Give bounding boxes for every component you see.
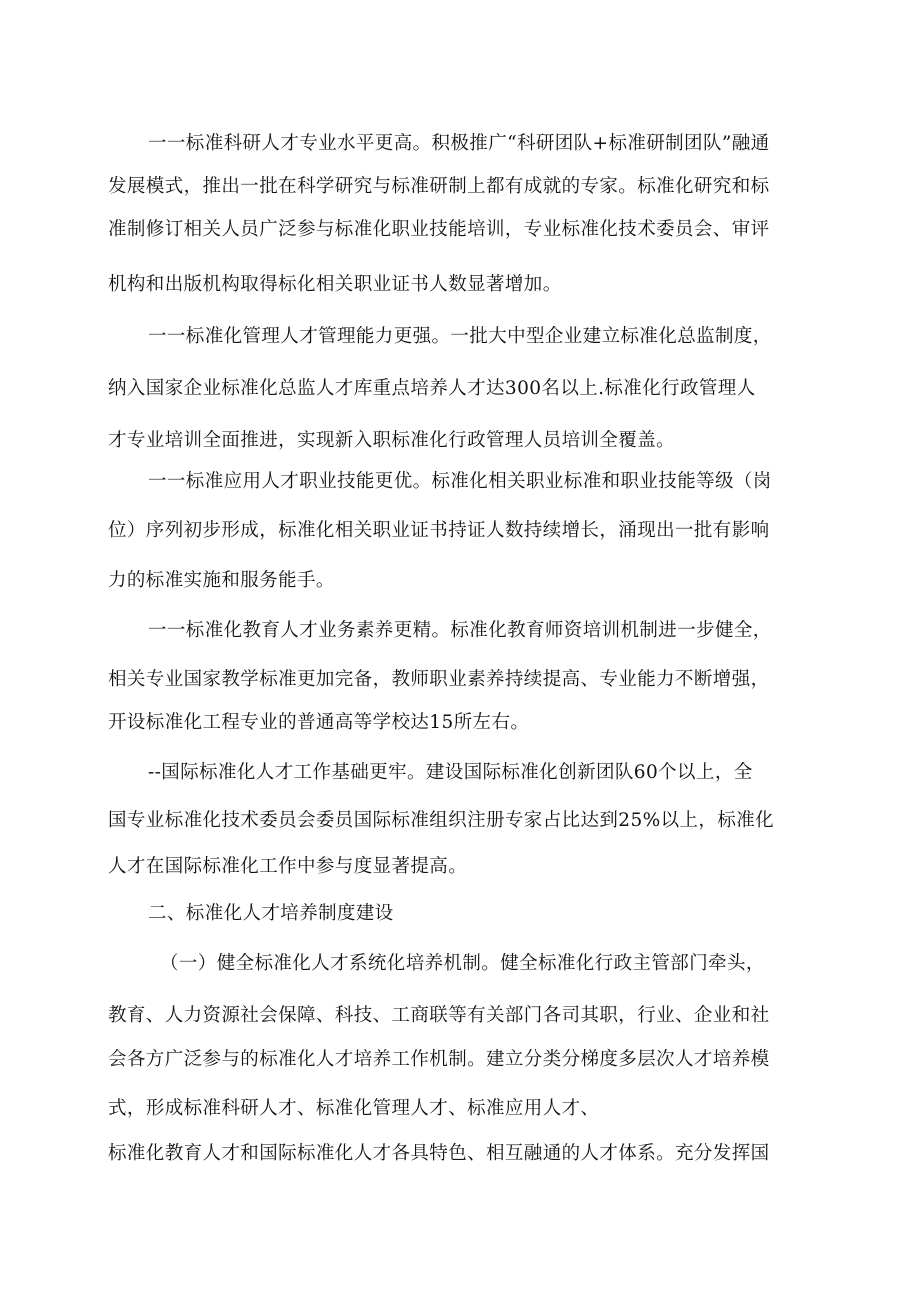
section-heading: 二、标准化人才培养制度建设 <box>148 903 394 924</box>
paragraph-4-line-1: 一一标准化教育人才业务素养更精。标准化教育师资培训机制进一步健全， <box>148 620 772 641</box>
paragraph-6-line-3: 会各方广泛参与的标准化人才培养工作机制。建立分类分梯度多层次人才培养模 <box>108 1049 770 1070</box>
paragraph-5-line-2: 国专业标准化技术委员会委员国际标准组织注册专家占比达到25%以上，标准化 <box>108 810 775 831</box>
paragraph-6-line-4: 式，形成标准科研人才、标准化管理人才、标准应用人才、 <box>108 1098 600 1119</box>
paragraph-6-line-1: （一）健全标准化人才系统化培养机制。健全标准化行政主管部门牵头， <box>160 953 765 974</box>
paragraph-1-line-3: 准制修订相关人员广泛参与标准化职业技能培训，专业标准化技术委员会、审评 <box>108 219 770 240</box>
paragraph-2-line-3: 才专业培训全面推进，实现新入职标准化行政管理人员培训全覆盖。 <box>108 430 676 451</box>
paragraph-6-line-2: 教育、人力资源社会保障、科技、工商联等有关部门各司其职，行业、企业和社 <box>108 1005 770 1026</box>
paragraph-3-line-2: 位）序列初步形成，标准化相关职业证书持证人数持续增长，涌现出一批有影响 <box>108 520 770 541</box>
paragraph-3-line-1: 一一标准应用人才职业技能更优。标准化相关职业标准和职业技能等级（岗 <box>148 471 772 492</box>
paragraph-5-line-3: 人才在国际标准化工作中参与度显著提高。 <box>108 856 468 877</box>
paragraph-4-line-2: 相关专业国家教学标准更加完备，教师职业素养持续提高、专业能力不断增强， <box>108 669 770 690</box>
paragraph-1-line-2: 发展模式，推出一批在科学研究与标准研制上都有成就的专家。标准化研究和标 <box>108 176 770 197</box>
paragraph-5-line-1: --国际标准化人才工作基础更牢。建设国际标准化创新团队60个以上，全 <box>148 762 753 783</box>
paragraph-1-line-4: 机构和出版机构取得标化相关职业证书人数显著增加。 <box>108 274 562 295</box>
paragraph-3-line-3: 力的标准实施和服务能手。 <box>108 570 335 591</box>
paragraph-4-line-3: 开设标准化工程专业的普通高等学校达15所左右。 <box>108 712 530 733</box>
paragraph-2-line-1: 一一标准化管理人才管理能力更强。一批大中型企业建立标准化总监制度， <box>148 326 772 347</box>
paragraph-6-line-5: 标准化教育人才和国际标准化人才各具特色、相互融通的人才体系。充分发挥国 <box>108 1143 770 1164</box>
paragraph-2-line-2: 纳入国家企业标准化总监人才库重点培养人才达300名以上.标准化行政管理人 <box>108 378 756 399</box>
paragraph-1-line-1: 一一标准科研人才专业水平更高。积极推广“科研团队+标准研制团队”融通 <box>148 133 770 154</box>
